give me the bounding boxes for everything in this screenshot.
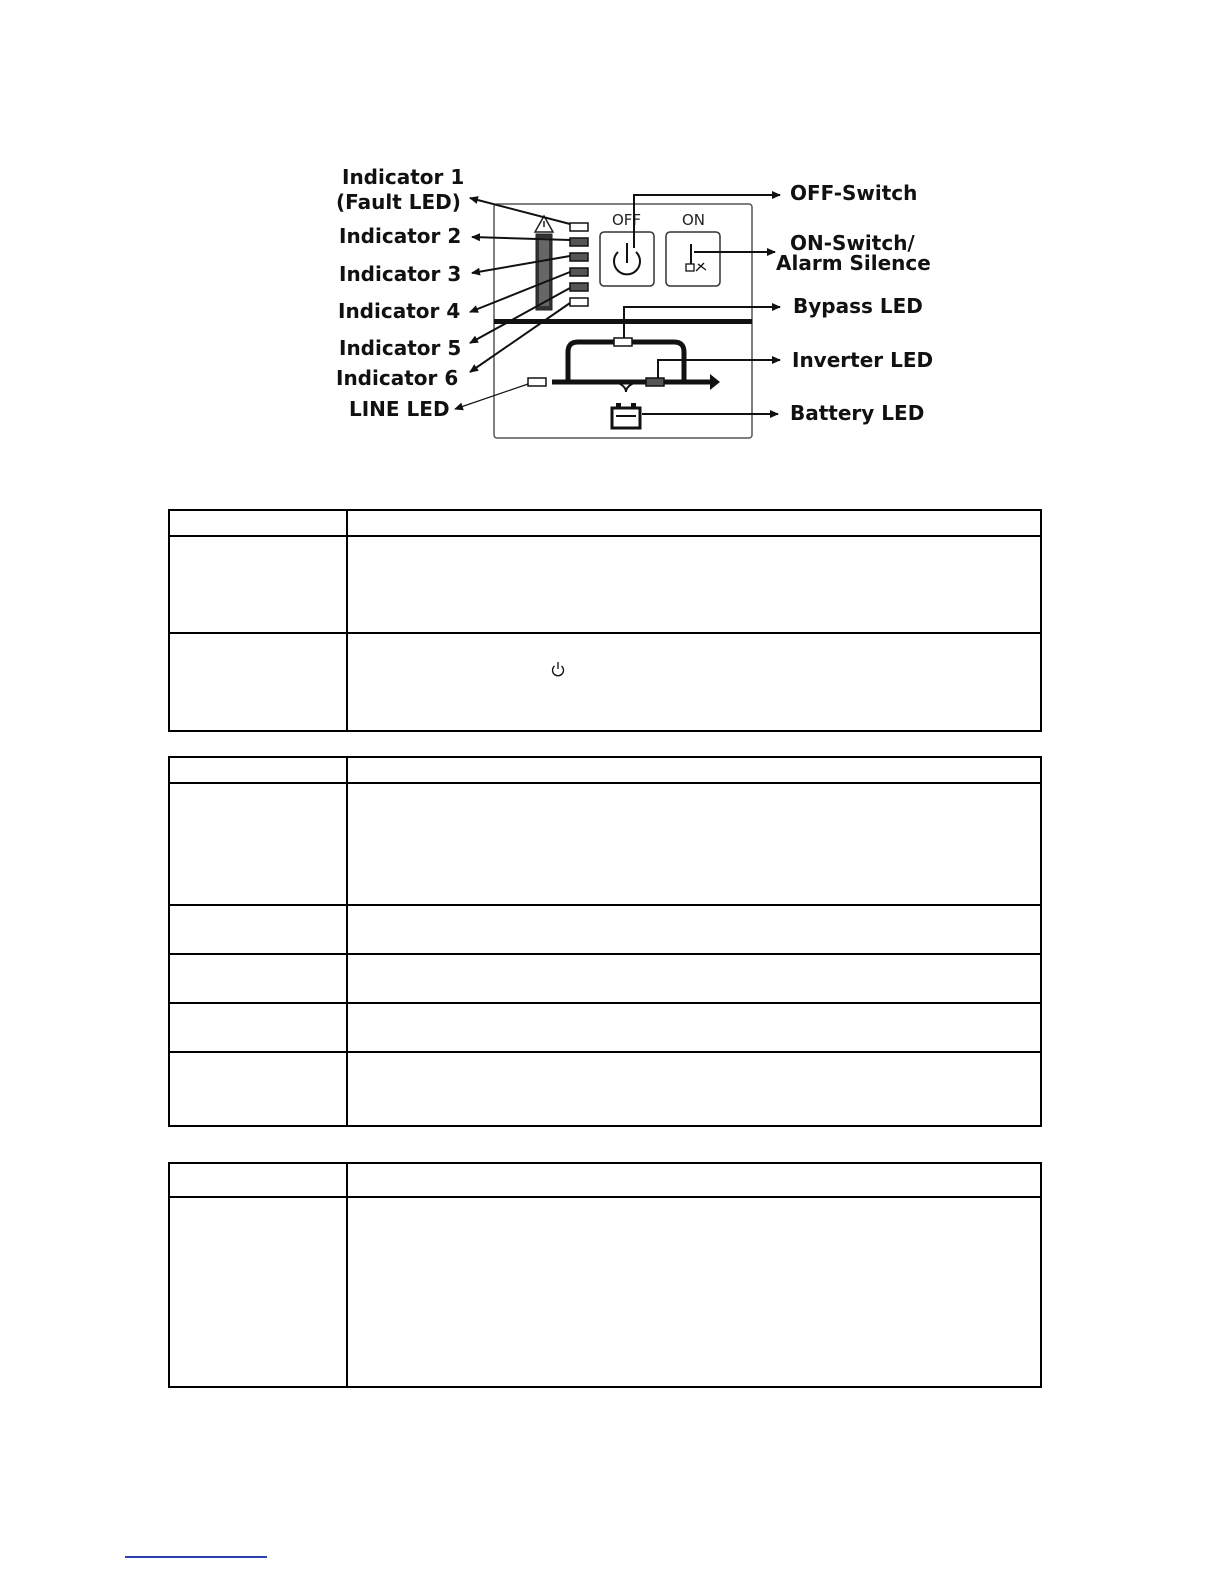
indicator-3-label: Indicator 3 bbox=[339, 262, 462, 286]
table-row bbox=[169, 1197, 1041, 1387]
front-panel-diagram bbox=[320, 160, 940, 460]
table-row bbox=[169, 1052, 1041, 1126]
table-cell bbox=[169, 1052, 347, 1126]
table-cell bbox=[169, 757, 347, 783]
indicator-2-label: Indicator 2 bbox=[339, 224, 462, 248]
table-2 bbox=[168, 756, 1042, 1127]
battery-icon bbox=[612, 403, 640, 428]
table-row bbox=[169, 510, 1041, 536]
inverter-led-label: Inverter LED bbox=[792, 348, 934, 372]
table-cell bbox=[169, 1197, 347, 1387]
table-cell bbox=[347, 757, 1041, 783]
table-row bbox=[169, 633, 1041, 731]
indicator-5-label: Indicator 5 bbox=[339, 336, 462, 360]
off-label: OFF bbox=[612, 211, 642, 229]
table-cell bbox=[347, 536, 1041, 633]
table-cell bbox=[347, 954, 1041, 1003]
line-led-label: LINE LED bbox=[349, 397, 450, 421]
off-switch-label: OFF-Switch bbox=[790, 181, 918, 205]
on-switch-label: ON-Switch/ bbox=[790, 231, 915, 255]
indicator-6-led bbox=[570, 298, 588, 306]
indicator-2-led bbox=[570, 238, 588, 246]
table-3 bbox=[168, 1162, 1042, 1388]
off-switch-button[interactable] bbox=[600, 232, 654, 286]
table-cell bbox=[169, 510, 347, 536]
indicator-1-led bbox=[570, 223, 588, 231]
indicator-3-led bbox=[570, 253, 588, 261]
table-row bbox=[169, 905, 1041, 954]
table-cell bbox=[169, 1003, 347, 1052]
table-1 bbox=[168, 509, 1042, 732]
line-led bbox=[528, 378, 546, 386]
on-switch-button[interactable] bbox=[666, 232, 720, 286]
table-cell bbox=[169, 905, 347, 954]
alarm-silence-label: Alarm Silence bbox=[776, 251, 931, 275]
battery-led-label: Battery LED bbox=[790, 401, 925, 425]
table-cell bbox=[169, 633, 347, 731]
bypass-led bbox=[614, 338, 632, 346]
indicator-4-led bbox=[570, 268, 588, 276]
indicator-6-label: Indicator 6 bbox=[336, 366, 459, 390]
inverter-led bbox=[646, 378, 664, 386]
indicator-5-led bbox=[570, 283, 588, 291]
indicator-1-sublabel: (Fault LED) bbox=[336, 190, 461, 214]
table-cell bbox=[347, 633, 1041, 731]
table-cell bbox=[347, 783, 1041, 905]
table-cell bbox=[169, 954, 347, 1003]
table-cell bbox=[347, 905, 1041, 954]
indicator-1-label: Indicator 1 bbox=[342, 165, 465, 189]
table-cell bbox=[347, 1163, 1041, 1197]
table-cell bbox=[347, 1003, 1041, 1052]
table-cell bbox=[347, 1197, 1041, 1387]
table-row bbox=[169, 783, 1041, 905]
power-icon bbox=[550, 660, 566, 678]
bypass-led-label: Bypass LED bbox=[793, 294, 923, 318]
table-cell bbox=[169, 1163, 347, 1197]
table-cell bbox=[169, 536, 347, 633]
table-cell bbox=[347, 510, 1041, 536]
on-label: ON bbox=[682, 211, 706, 229]
table-row bbox=[169, 536, 1041, 633]
table-row bbox=[169, 757, 1041, 783]
indicator-4-label: Indicator 4 bbox=[338, 299, 461, 323]
table-row bbox=[169, 1003, 1041, 1052]
table-row bbox=[169, 954, 1041, 1003]
table-row bbox=[169, 1163, 1041, 1197]
table-cell bbox=[169, 783, 347, 905]
footer-link-underline bbox=[125, 1556, 267, 1558]
table-cell bbox=[347, 1052, 1041, 1126]
